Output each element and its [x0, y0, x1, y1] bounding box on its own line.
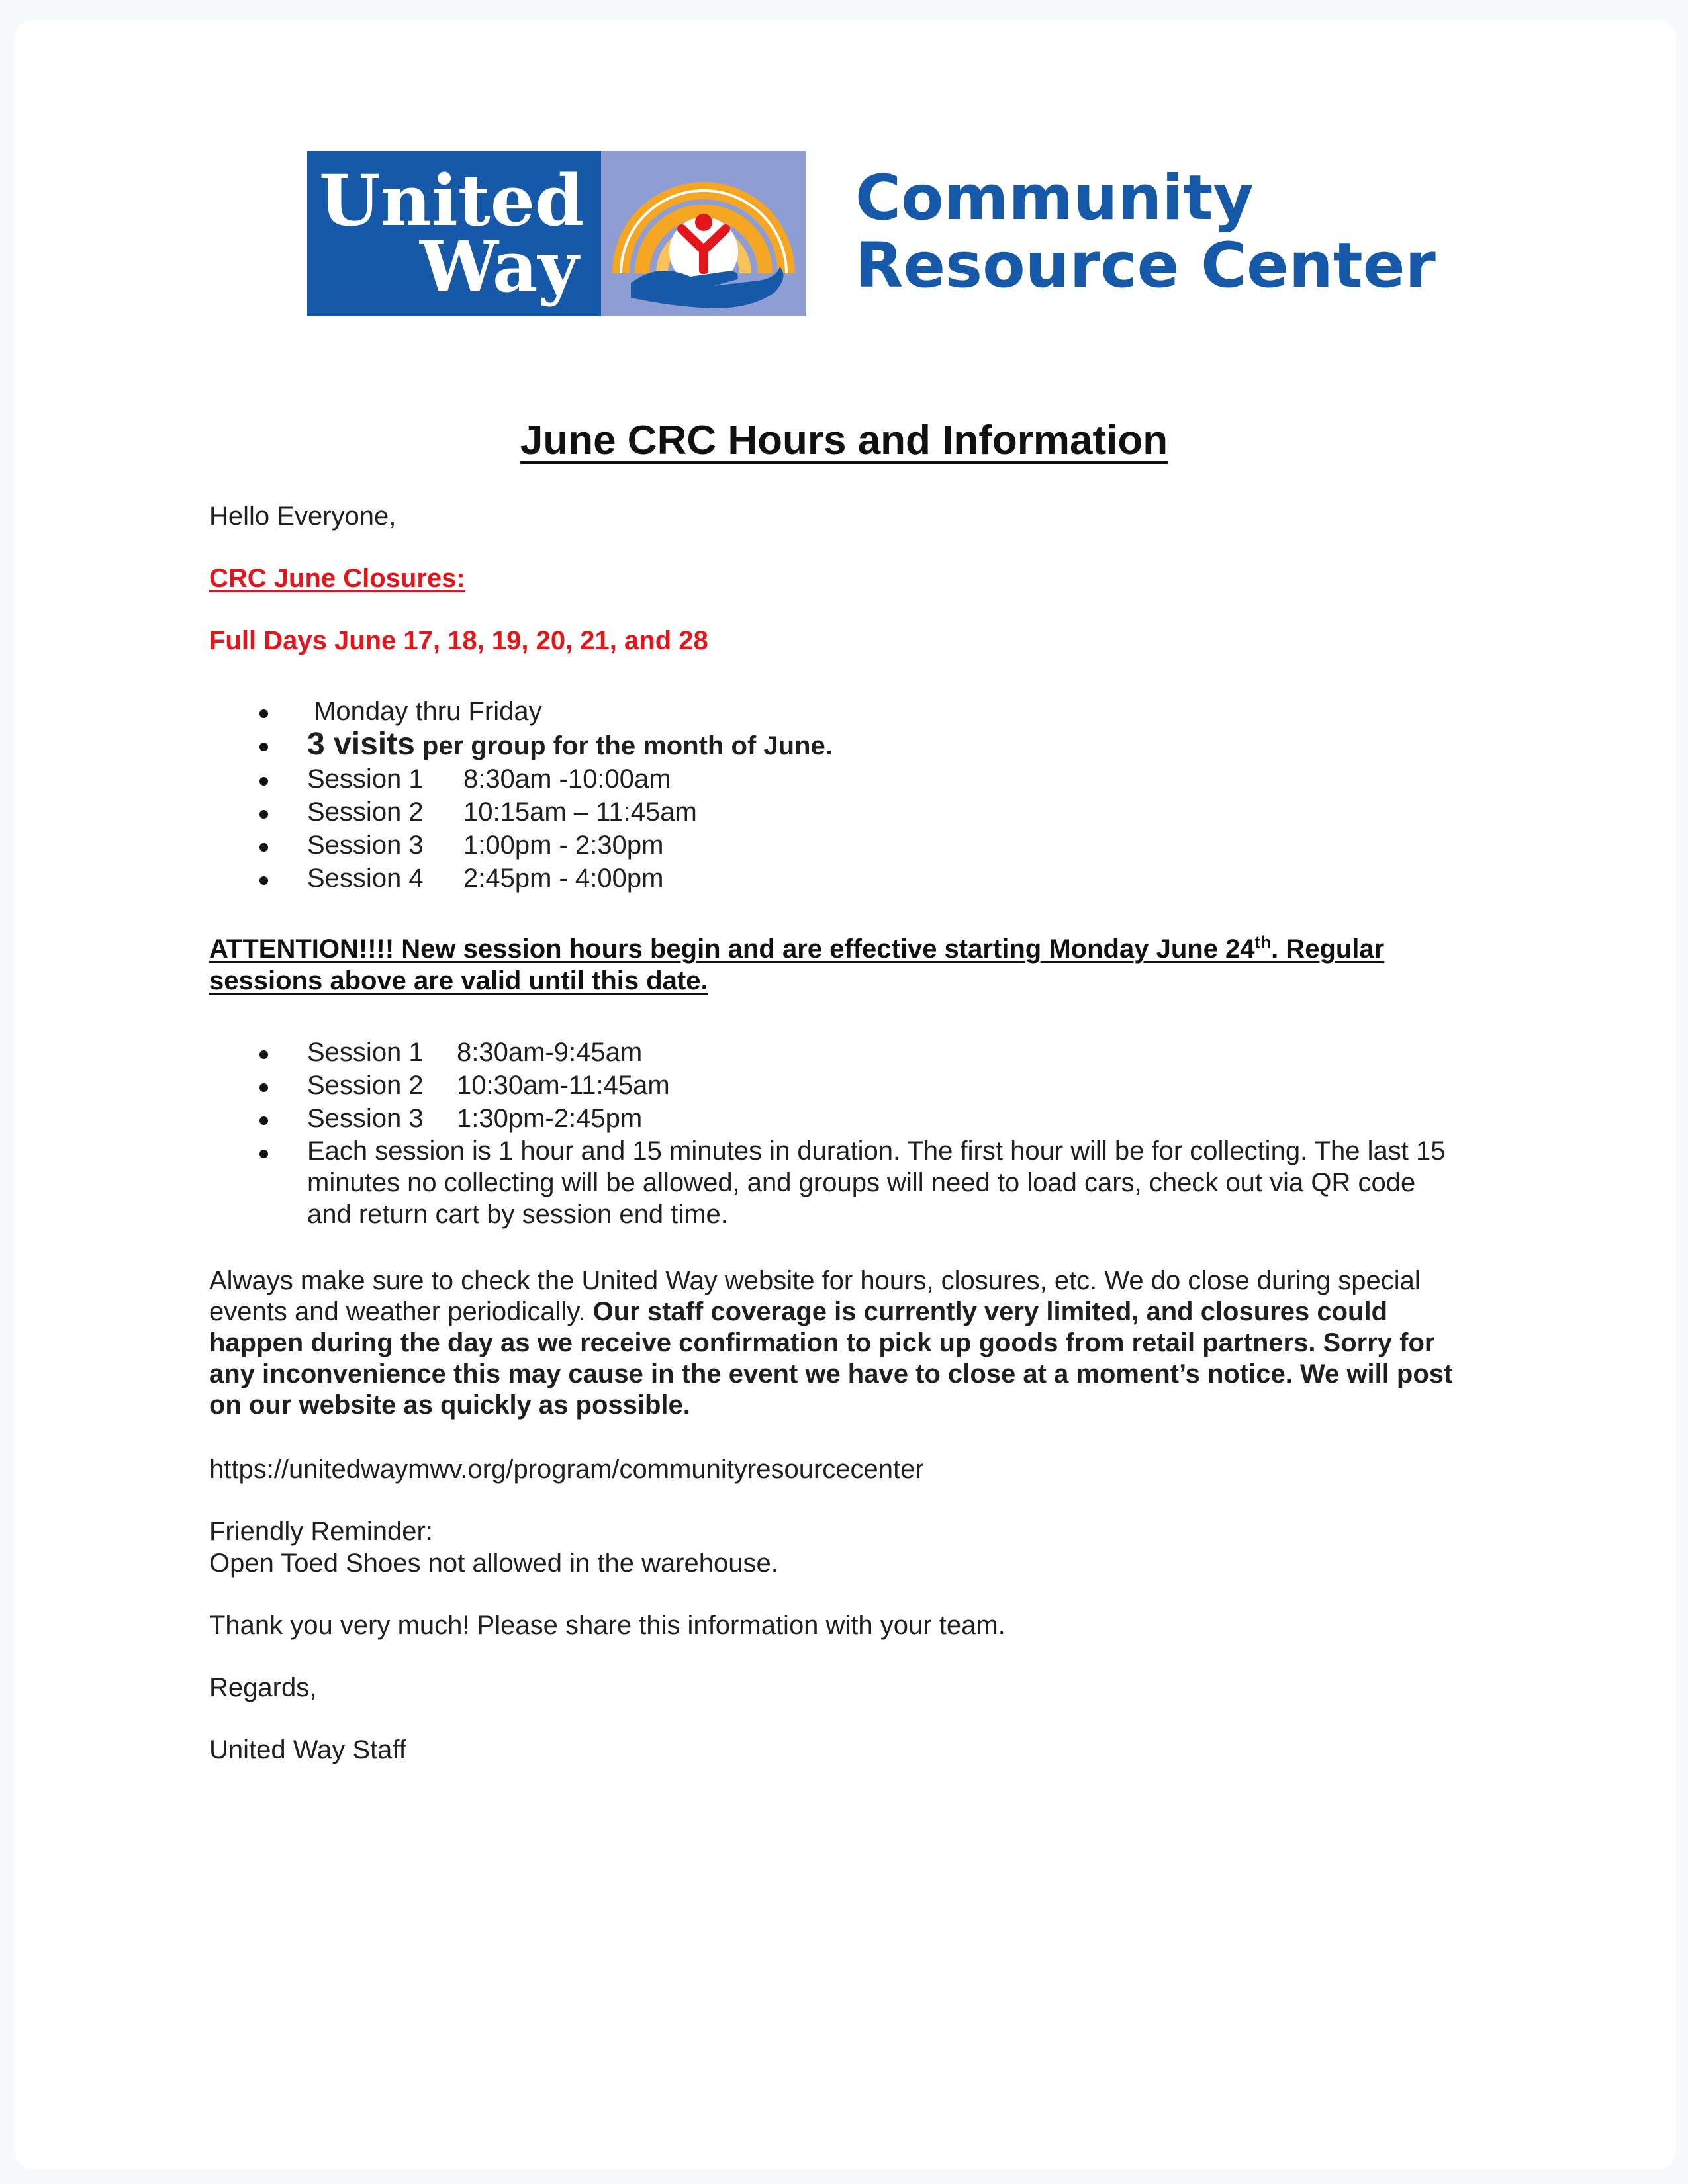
list-item — [209, 695, 833, 728]
session-duration-note: Each session is 1 hour and 15 minutes in duration. The first hour will be for collecting. The last 15 minutes no collecting will be allowed, and groups will need to load cars, check out via QR code and return cart by session end time. — [307, 1136, 1446, 1229]
session-time: 1:00pm - 2:30pm — [463, 831, 664, 860]
notice-bold: Our staff coverage is currently very limited, and closures could happen during the day as we receive confirmation to pick up goods from retail partners. Sorry for any inconvenience this may cause in the event we have to close at a moment’s notice. We will post on our website as quickly as possible. — [209, 1297, 1453, 1420]
reminder-text: Open Toed Shoes not allowed in the warehouse. — [209, 1549, 778, 1578]
reminder-heading: Friendly Reminder: — [209, 1517, 433, 1546]
session-time: 8:30am -10:00am — [463, 764, 671, 794]
new-sessions-list — [209, 1036, 1460, 1230]
logo-word-way: Way — [420, 225, 579, 308]
list-item — [209, 796, 833, 829]
notice-normal: Always make sure to check the United Way website for hours, closures, etc. We do close during special events and weather periodically. — [209, 1266, 1421, 1326]
session-name: Session 3 — [307, 1104, 424, 1133]
session-name: Session 4 — [307, 864, 424, 893]
attention-part1: ATTENTION!!!! New session hours begin and are effective starting Monday June 24 — [209, 934, 1255, 964]
list-item — [209, 762, 833, 796]
logo-resource-center: Resource Center — [855, 230, 1436, 302]
schedule-list — [209, 695, 833, 895]
list-item — [209, 728, 833, 762]
notice-paragraph — [209, 1265, 1480, 1421]
closures-heading: CRC June Closures: — [209, 564, 465, 593]
session-time: 10:30am-11:45am — [457, 1071, 670, 1100]
session-name: Session 2 — [307, 797, 424, 827]
visits-text: per group for the month of June. — [422, 731, 833, 760]
greeting: Hello Everyone, — [209, 502, 397, 531]
session-name: Session 2 — [307, 1071, 424, 1100]
attention-notice — [209, 933, 1467, 997]
session-name: Session 3 — [307, 831, 424, 860]
united-way-crc-logo — [307, 151, 1436, 316]
session-name: Session 1 — [307, 764, 424, 794]
list-item — [209, 1036, 1460, 1069]
united-way-wordmark — [307, 151, 601, 316]
session-time: 1:30pm-2:45pm — [457, 1104, 643, 1133]
logo-community: Community — [855, 162, 1254, 234]
list-item — [209, 829, 833, 862]
session-time: 10:15am – 11:45am — [463, 797, 697, 827]
closures-days: Full Days June 17, 18, 19, 20, 21, and 28 — [209, 626, 708, 655]
closing-text: Regards, — [209, 1673, 317, 1702]
session-name: Session 1 — [307, 1038, 424, 1067]
thanks-text: Thank you very much! Please share this information with your team. — [209, 1611, 1006, 1640]
logo-word-united: United — [319, 159, 585, 242]
list-item — [209, 1135, 1460, 1230]
signature: United Way Staff — [209, 1735, 406, 1764]
visits-count: 3 visits — [307, 727, 415, 762]
list-item — [209, 1069, 1460, 1102]
attention-superscript: th — [1254, 932, 1272, 952]
session-time: 8:30am-9:45am — [457, 1038, 643, 1067]
emblem-graphic — [601, 151, 806, 316]
session-time: 2:45pm - 4:00pm — [463, 864, 664, 893]
website-link[interactable]: https://unitedwaymwv.org/program/communityresourcecenter — [209, 1455, 924, 1484]
list-item — [209, 1102, 1460, 1135]
attention-part2: . Regular sessions above are valid until this date. — [209, 934, 1385, 995]
list-item — [209, 862, 833, 895]
page-title: June CRC Hours and Information — [520, 418, 1168, 463]
hand-with-person-rainbow-icon — [601, 151, 806, 316]
days-text: Monday thru Friday — [314, 697, 542, 726]
